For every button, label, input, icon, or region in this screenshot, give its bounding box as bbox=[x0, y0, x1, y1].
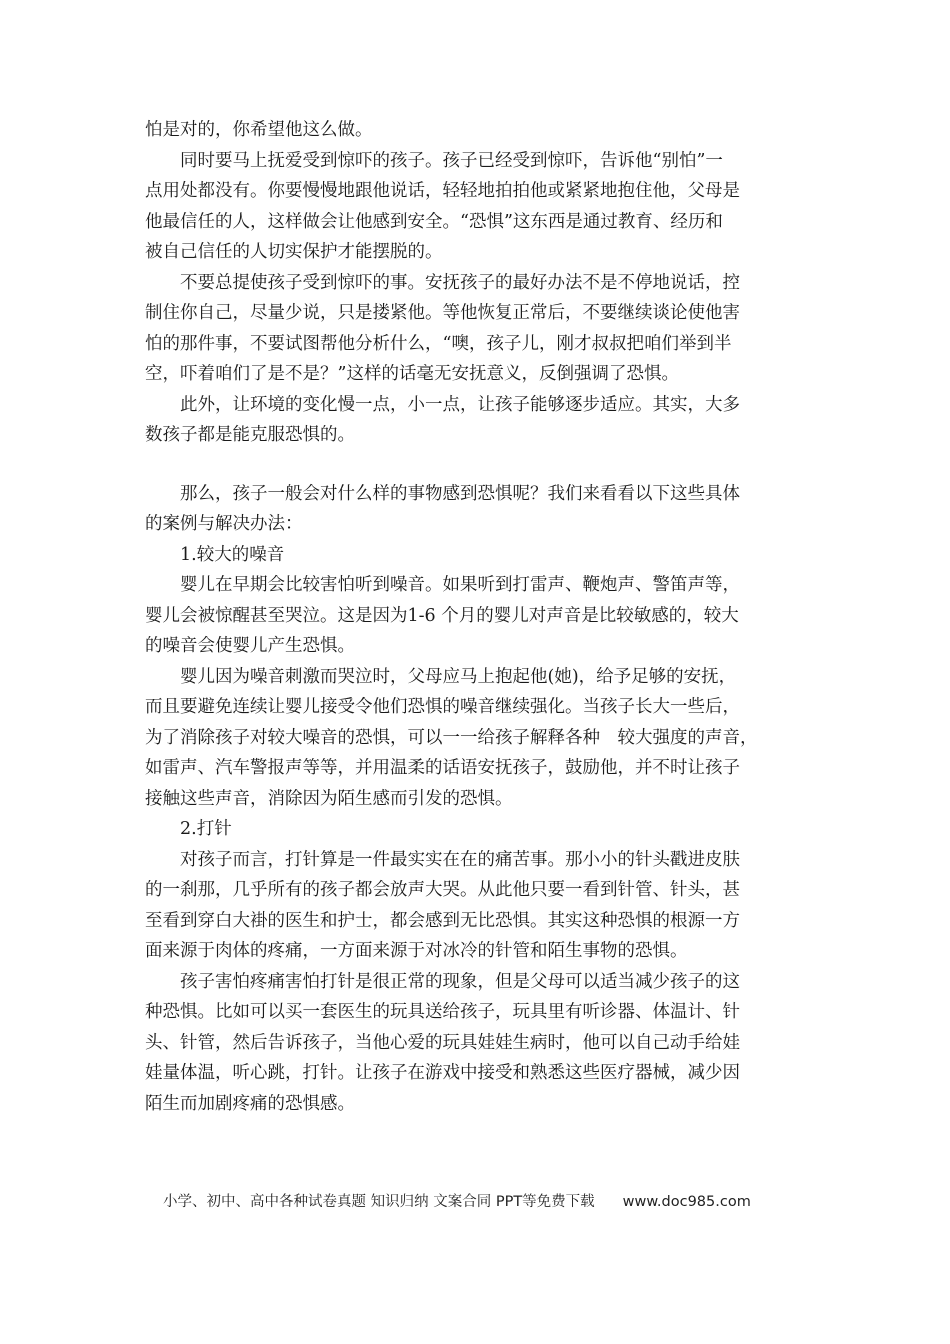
text-line: 如雷声、汽车警报声等等，并用温柔的话语安抚孩子，鼓励他，并不时让孩子 bbox=[145, 758, 740, 778]
text-line: 婴儿因为噪音刺激而哭泣时，父母应马上抱起他(她)，给予足够的安抚， bbox=[145, 666, 737, 687]
text-line: 怕是对的，你希望他这么做。 bbox=[145, 120, 373, 140]
text-line: 制住你自己，尽量少说，只是搂紧他。等他恢复正常后，不要继续谈论使他害 bbox=[145, 303, 740, 323]
document-body bbox=[145, 115, 807, 1119]
text-line: 种恐惧。比如可以买一套医生的玩具送给孩子，玩具里有听诊器、体温计、针 bbox=[145, 1002, 740, 1022]
text-line: 怕的那件事，不要试图帮他分析什么，“噢，孩子儿，刚才叔叔把咱们举到半 bbox=[145, 333, 732, 354]
text-line: 的一刹那，几乎所有的孩子都会放声大哭。从此他只要一看到针管、针头，甚 bbox=[145, 880, 740, 900]
text-line: 的噪音会使婴儿产生恐惧。 bbox=[145, 636, 355, 656]
text-line: 孩子害怕疼痛害怕打针是很正常的现象，但是父母可以适当减少孩子的这 bbox=[145, 971, 740, 992]
paragraph-group-2 bbox=[145, 479, 807, 1120]
text-line: 面来源于肉体的疼痛，一方面来源于对冰冷的针管和陌生事物的恐惧。 bbox=[145, 941, 688, 961]
section-heading-noise: 1.较大的噪音 bbox=[145, 544, 285, 565]
page-footer bbox=[163, 1190, 751, 1211]
text-line: 至看到穿白大褂的医生和护士，都会感到无比恐惧。其实这种恐惧的根源一方 bbox=[145, 910, 740, 931]
text-line: 娃量体温，听心跳，打针。让孩子在游戏中接受和熟悉这些医疗器械，减少因 bbox=[145, 1063, 740, 1083]
text-line: 对孩子而言，打针算是一件最实实在在的痛苦事。那小小的针头戳进皮肤 bbox=[145, 849, 740, 870]
text-line: 不要总提使孩子受到惊吓的事。安抚孩子的最好办法不是不停地说话，控 bbox=[145, 272, 740, 293]
text-line: 那么，孩子一般会对什么样的事物感到恐惧呢？我们来看看以下这些具体 bbox=[145, 483, 740, 504]
text-line: 陌生而加剧疼痛的恐惧感。 bbox=[145, 1093, 355, 1114]
text-line: 接触这些声音，消除因为陌生感而引发的恐惧。 bbox=[145, 788, 513, 809]
text-line: 同时要马上抚爱受到惊吓的孩子。孩子已经受到惊吓，告诉他“别怕”一 bbox=[145, 150, 723, 171]
text-line: 而且要避免连续让婴儿接受令他们恐惧的噪音继续强化。当孩子长大一些后， bbox=[145, 697, 740, 717]
text-line: 为了消除孩子对较大噪音的恐惧，可以一一给孩子解释各种 较大强度的声音， bbox=[145, 727, 758, 748]
text-line: 婴儿会被惊醒甚至哭泣。这是因为1-6 个月的婴儿对声音是比较敏感的，较大 bbox=[145, 605, 739, 626]
text-line: 点用处都没有。你要慢慢地跟他说话，轻轻地拍拍他或紧紧地抱住他，父母是 bbox=[145, 181, 740, 201]
text-line: 空，吓着咱们了是不是？”这样的话毫无安抚意义，反倒强调了恐惧。 bbox=[145, 364, 679, 384]
text-line: 被自己信任的人切实保护才能摆脱的。 bbox=[145, 242, 443, 262]
text-line: 他最信任的人，这样做会让他感到安全。“恐惧”这东西是通过教育、经历和 bbox=[145, 211, 723, 232]
footer-site-link[interactable]: www.doc985.com bbox=[622, 1194, 751, 1210]
text-line: 的案例与解决办法： bbox=[145, 514, 303, 534]
text-line: 头、针管，然后告诉孩子，当他心爱的玩具娃娃生病时，他可以自己动手给娃 bbox=[145, 1032, 740, 1053]
paragraph-group-1 bbox=[145, 115, 807, 451]
text-line: 婴儿在早期会比较害怕听到噪音。如果听到打雷声、鞭炮声、警笛声等， bbox=[145, 575, 740, 595]
section-gap bbox=[145, 451, 807, 479]
text-line: 数孩子都是能克服恐惧的。 bbox=[145, 425, 355, 445]
text-line: 此外，让环境的变化慢一点，小一点，让孩子能够逐步适应。其实，大多 bbox=[145, 394, 740, 415]
section-heading-injection: 2.打针 bbox=[145, 819, 232, 839]
footer-text: 小学、初中、高中各种试卷真题 知识归纳 文案合同 PPT等免费下载 bbox=[163, 1194, 595, 1210]
